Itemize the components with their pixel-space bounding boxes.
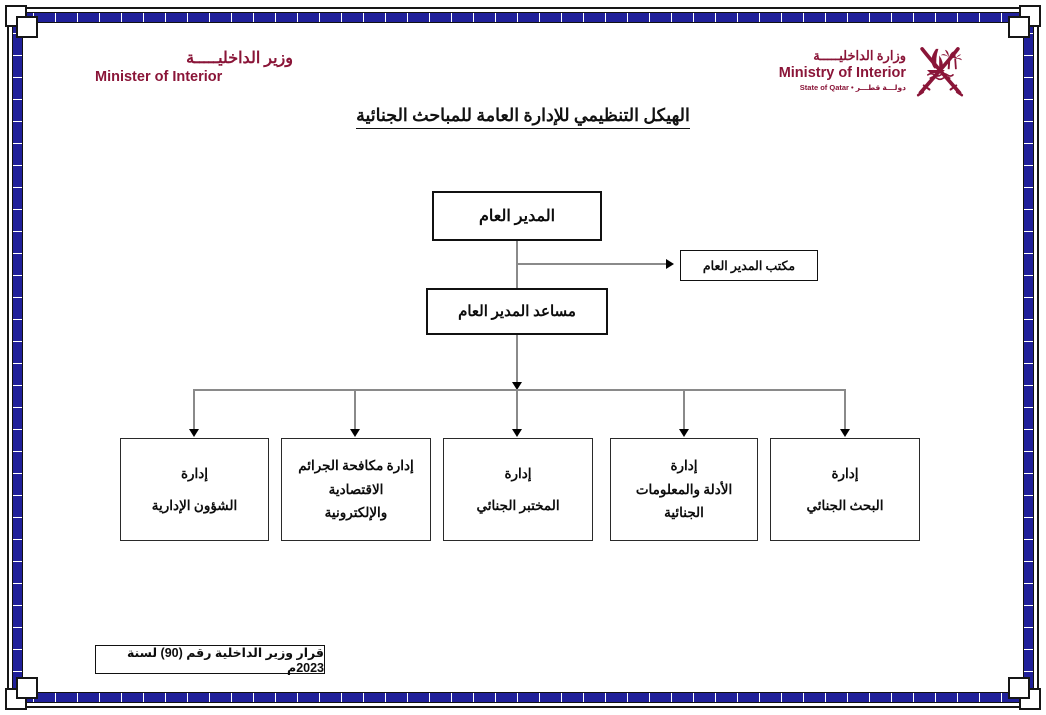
connector-drop-1 <box>844 391 846 431</box>
org-box-criminal-search-dept: إدارة البحث الجنائي <box>770 438 920 541</box>
org-box-director-general-office: مكتب المدير العام <box>680 250 818 281</box>
org-box-economic-cyber-crimes-dept: إدارة مكافحة الجرائم الاقتصادية والإلكترونية <box>281 438 431 541</box>
org-box-director-general: المدير العام <box>432 191 602 241</box>
minister-english-label: Minister of Interior <box>95 69 223 85</box>
connector-drop-2 <box>683 391 685 431</box>
org-box-criminal-evidence-info-dept: إدارة الأدلة والمعلومات الجنائية <box>610 438 758 541</box>
org-box-assistant-director-general: مساعد المدير العام <box>426 288 608 335</box>
org-box-administrative-affairs-dept: إدارة الشؤون الإدارية <box>120 438 269 541</box>
corner-ornament-icon <box>16 16 38 38</box>
state-of-qatar-label: State of Qatar • دولـــة قطـــر <box>799 83 906 92</box>
arrowhead-down-icon <box>512 429 522 437</box>
ministry-logotype <box>778 48 906 92</box>
ministry-english-label: Ministry of Interior <box>778 65 906 81</box>
ministry-of-interior-logo <box>778 38 966 102</box>
arrowhead-down-icon <box>350 429 360 437</box>
minister-of-interior-logotype <box>95 48 293 85</box>
connector-to-office <box>517 263 667 265</box>
frame-band-top <box>12 12 1034 23</box>
connector-bus <box>193 389 846 391</box>
arrowhead-right-icon <box>666 259 674 269</box>
connector-drop-4 <box>354 391 356 431</box>
connector-assistant-bus <box>516 334 518 383</box>
connector-drop-3 <box>516 391 518 431</box>
org-box-criminal-laboratory-dept: إدارة المختبر الجنائي <box>443 438 593 541</box>
corner-ornament-icon <box>1008 16 1030 38</box>
minister-arabic-label: وزير الداخليـــــة <box>186 50 293 67</box>
connector-drop-5 <box>193 391 195 431</box>
arrowhead-down-icon <box>189 429 199 437</box>
page-title: الهيكل التنظيمي للإدارة العامة للمباحث الجنائية <box>0 105 1046 126</box>
decree-reference-box: قرار وزير الداخلية رقم (90) لسنة 2023م <box>95 645 325 674</box>
qatar-moi-emblem-icon <box>914 38 966 102</box>
arrowhead-down-icon <box>840 429 850 437</box>
corner-ornament-icon <box>1008 677 1030 699</box>
ministry-arabic-label: وزارة الداخليـــــة <box>813 48 906 63</box>
corner-ornament-icon <box>16 677 38 699</box>
frame-band-bottom <box>12 692 1034 703</box>
arrowhead-down-icon <box>679 429 689 437</box>
